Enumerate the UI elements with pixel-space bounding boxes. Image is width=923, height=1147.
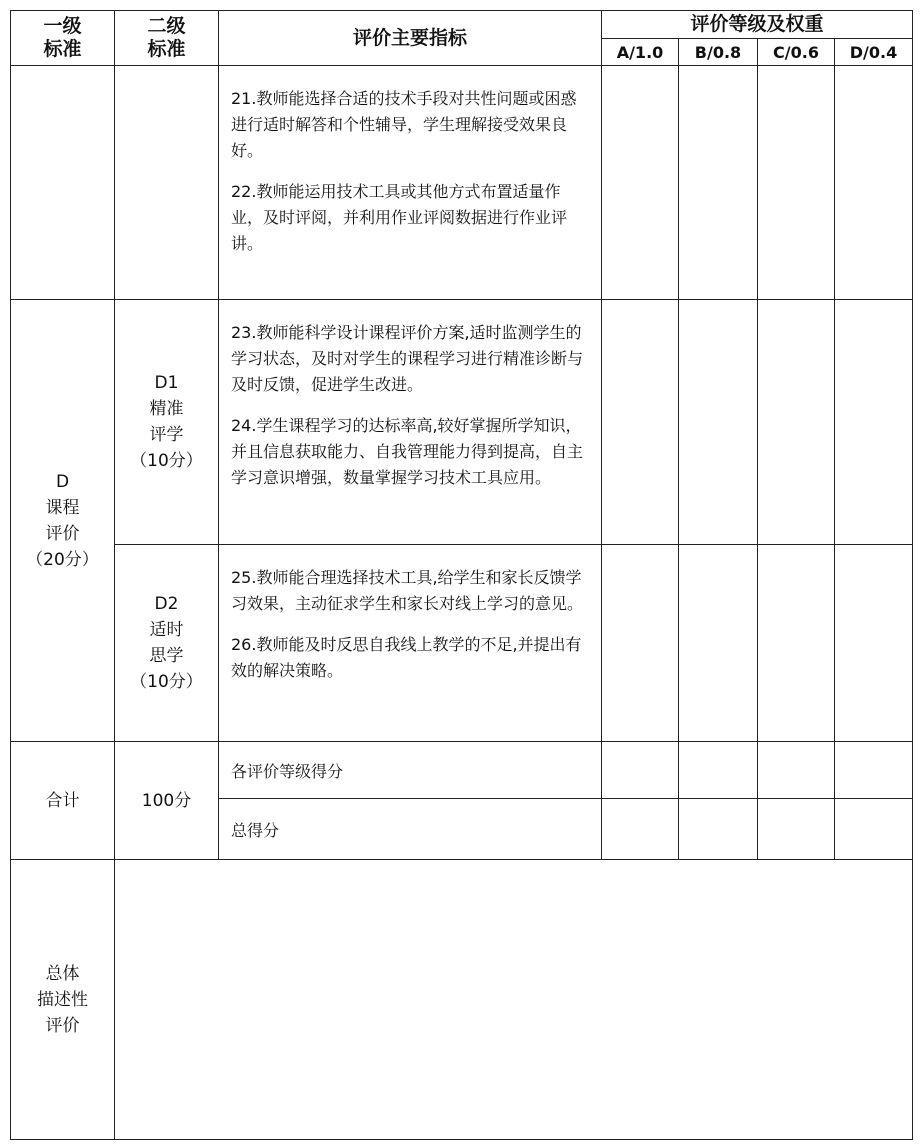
indicator-26: 26.教师能及时反思自我线上教学的不足,并提出有效的解决策略。 bbox=[231, 635, 582, 680]
indicator-cell bbox=[219, 66, 602, 300]
d2-label-line: D2 bbox=[154, 594, 179, 614]
total-score-c-cell[interactable] bbox=[758, 799, 835, 860]
header-row-1 bbox=[11, 11, 913, 39]
grade-c-cell[interactable] bbox=[758, 300, 835, 545]
grade-c-cell[interactable] bbox=[758, 545, 835, 742]
grade-d-cell[interactable] bbox=[835, 300, 913, 545]
overall-eval-input[interactable] bbox=[115, 860, 913, 1140]
indicator-22: 22.教师能运用技术工具或其他方式布置适量作业，及时评阅，并利用作业评阅数据进行作业评讲。 bbox=[231, 182, 568, 253]
overall-label-line: 描述性 bbox=[37, 989, 88, 1010]
total-score-d-cell[interactable] bbox=[835, 799, 913, 860]
d2-label-line: 思学 bbox=[149, 646, 184, 666]
grade-a-cell[interactable] bbox=[602, 545, 679, 742]
table-row bbox=[11, 545, 913, 742]
overall-eval-label bbox=[11, 860, 115, 1140]
grade-c-header: C/0.6 bbox=[758, 39, 835, 66]
d2-cell bbox=[115, 545, 219, 742]
indicator-cell bbox=[219, 545, 602, 742]
grade-a-cell[interactable] bbox=[602, 66, 679, 300]
grade-d-header: D/0.4 bbox=[835, 39, 913, 66]
indicator-23: 23.教师能科学设计课程评价方案,适时监测学生的学习状态，及时对学生的课程学习进行精准诊断与及时反馈，促进学生改进。 bbox=[231, 323, 584, 394]
d1-label-line: 精准 bbox=[149, 399, 184, 419]
level2-cell-empty bbox=[115, 66, 219, 300]
d-label-line: 评价 bbox=[45, 523, 80, 544]
table-row bbox=[11, 300, 913, 545]
level1-cell-empty bbox=[11, 66, 115, 300]
total-label: 合计 bbox=[11, 742, 115, 860]
level2-header-line: 二级 bbox=[147, 15, 186, 37]
grade-b-header: B/0.8 bbox=[679, 39, 758, 66]
total-score-b-cell[interactable] bbox=[679, 799, 758, 860]
d1-cell bbox=[115, 300, 219, 545]
grade-a-cell[interactable] bbox=[602, 300, 679, 545]
level2-header bbox=[115, 11, 219, 66]
total-score-a-cell[interactable] bbox=[602, 799, 679, 860]
table-row bbox=[11, 66, 913, 300]
d-label-line: 课程 bbox=[45, 497, 80, 518]
grade-d-cell[interactable] bbox=[835, 66, 913, 300]
grade-title-header: 评价等级及权重 bbox=[602, 11, 913, 39]
grade-a-score-cell[interactable] bbox=[602, 742, 679, 799]
d2-label-line: （10分） bbox=[130, 672, 203, 692]
indicator-24: 24.学生课程学习的达标率高,较好掌握所学知识，并且信息获取能力、自我管理能力得到提高，自主学习意识增强，数量掌握学习技术工具应用。 bbox=[231, 416, 584, 487]
level1-header-line: 一级 bbox=[43, 15, 82, 37]
grade-d-cell[interactable] bbox=[835, 545, 913, 742]
d-course-eval-cell bbox=[11, 300, 115, 742]
indicator-21: 21.教师能选择合适的技术手段对共性问题或困惑进行适时解答和个性辅导，学生理解接受效果良好。 bbox=[231, 89, 577, 160]
level1-header bbox=[11, 11, 115, 66]
grade-b-cell[interactable] bbox=[679, 66, 758, 300]
table-row bbox=[11, 860, 913, 1140]
grade-d-score-cell[interactable] bbox=[835, 742, 913, 799]
indicator-cell bbox=[219, 300, 602, 545]
grade-c-score-cell[interactable] bbox=[758, 742, 835, 799]
indicator-25: 25.教师能合理选择技术工具,给学生和家长反馈学习效果，主动征求学生和家长对线上学习的意见。 bbox=[231, 568, 584, 613]
d-label-line: D bbox=[55, 471, 70, 492]
d1-label-line: D1 bbox=[154, 373, 179, 393]
grade-b-score-cell[interactable] bbox=[679, 742, 758, 799]
grade-scores-label: 各评价等级得分 bbox=[219, 742, 602, 799]
table-row bbox=[11, 742, 913, 799]
indicators-header: 评价主要指标 bbox=[219, 11, 602, 66]
d1-label-line: 评学 bbox=[149, 425, 184, 445]
d-label-line: （20分） bbox=[26, 549, 99, 570]
evaluation-table bbox=[10, 10, 913, 1140]
grade-a-header: A/1.0 bbox=[602, 39, 679, 66]
overall-label-line: 评价 bbox=[45, 1015, 80, 1036]
d1-label-line: （10分） bbox=[130, 451, 203, 471]
total-points: 100分 bbox=[115, 742, 219, 860]
overall-label-line: 总体 bbox=[45, 963, 80, 984]
total-score-label: 总得分 bbox=[219, 799, 602, 860]
grade-b-cell[interactable] bbox=[679, 545, 758, 742]
d2-label-line: 适时 bbox=[149, 620, 184, 640]
grade-c-cell[interactable] bbox=[758, 66, 835, 300]
level1-header-line: 标准 bbox=[43, 38, 82, 60]
grade-b-cell[interactable] bbox=[679, 300, 758, 545]
level2-header-line: 标准 bbox=[147, 38, 186, 60]
